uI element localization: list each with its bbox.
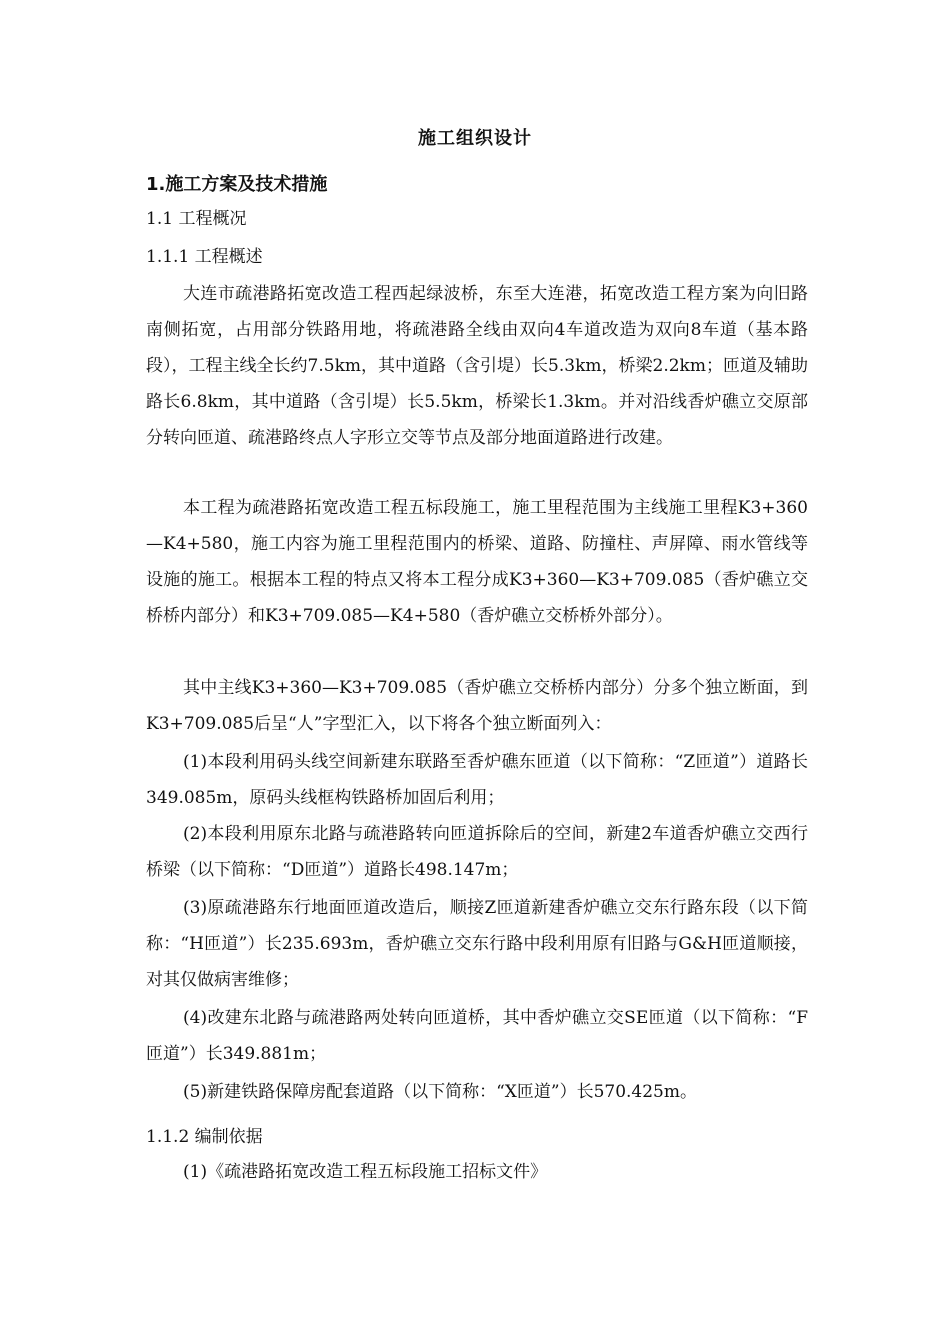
section-heading-1-1-2: 1.1.2 编制依据 bbox=[146, 1127, 263, 1147]
paragraph-overview: 大连市疏港路拓宽改造工程西起绿波桥，东至大连港，拓宽改造工程方案为向旧路南侧拓宽，占用部分铁路用地，将疏港路全线由双向4车道改造为双向8车道（基本路段），工程主线全长约7.5km，其中道路（含引堤）长5.3km，桥梁2.2km；匝道及辅助路长6.8km，其中道路（含引堤）长5.5km，桥梁长1.3km。并对沿线香炉礁立交原部分转向匝道、疏港路终点人字形立交等节点及部分地面道路进行改建。 bbox=[146, 284, 808, 448]
section-heading-1-1-1: 1.1.1 工程概述 bbox=[146, 247, 263, 267]
section-heading-1-1: 1.1 工程概况 bbox=[146, 209, 247, 229]
list-item-h-ramp: (3)原疏港路东行地面匝道改造后，顺接Z匝道新建香炉礁立交东行路东段（以下简称：“H匝道”）长235.693m，香炉礁立交东行路中段利用原有旧路与G&H匝道顺接，对其仅做病害维修； bbox=[146, 898, 808, 990]
document-title: 施工组织设计 bbox=[418, 128, 532, 149]
basis-item-1: (1)《疏港路拓宽改造工程五标段施工招标文件》 bbox=[183, 1162, 548, 1182]
list-item-d-ramp: (2)本段利用原东北路与疏港路转向匝道拆除后的空间，新建2车道香炉礁立交西行桥梁（以下简称：“D匝道”）道路长498.147m； bbox=[146, 824, 808, 880]
paragraph-scope: 本工程为疏港路拓宽改造工程五标段施工，施工里程范围为主线施工里程K3+360—K4+580，施工内容为施工里程范围内的桥梁、道路、防撞柱、声屏障、雨水管线等设施的施工。根据本工程的特点又将本工程分成K3+360—K3+709.085（香炉礁立交桥桥内部分）和K3+709.085—K4+580（香炉礁立交桥桥外部分）。 bbox=[146, 498, 808, 626]
list-item-x-ramp: (5)新建铁路保障房配套道路（以下简称：“X匝道”）长570.425m。 bbox=[183, 1082, 697, 1102]
list-item-z-ramp: (1)本段利用码头线空间新建东联路至香炉礁东匝道（以下简称：“Z匝道”）道路长349.085m，原码头线框构铁路桥加固后利用； bbox=[146, 752, 808, 808]
list-item-f-ramp: (4)改建东北路与疏港路两处转向匝道桥，其中香炉礁立交SE匝道（以下简称：“F匝道”）长349.881m； bbox=[146, 1008, 808, 1064]
section-heading-1: 1.施工方案及技术措施 bbox=[146, 174, 328, 195]
paragraph-sections-intro: 其中主线K3+360—K3+709.085（香炉礁立交桥桥内部分）分多个独立断面，到K3+709.085后呈“人”字型汇入，以下将各个独立断面列入： bbox=[146, 678, 808, 734]
